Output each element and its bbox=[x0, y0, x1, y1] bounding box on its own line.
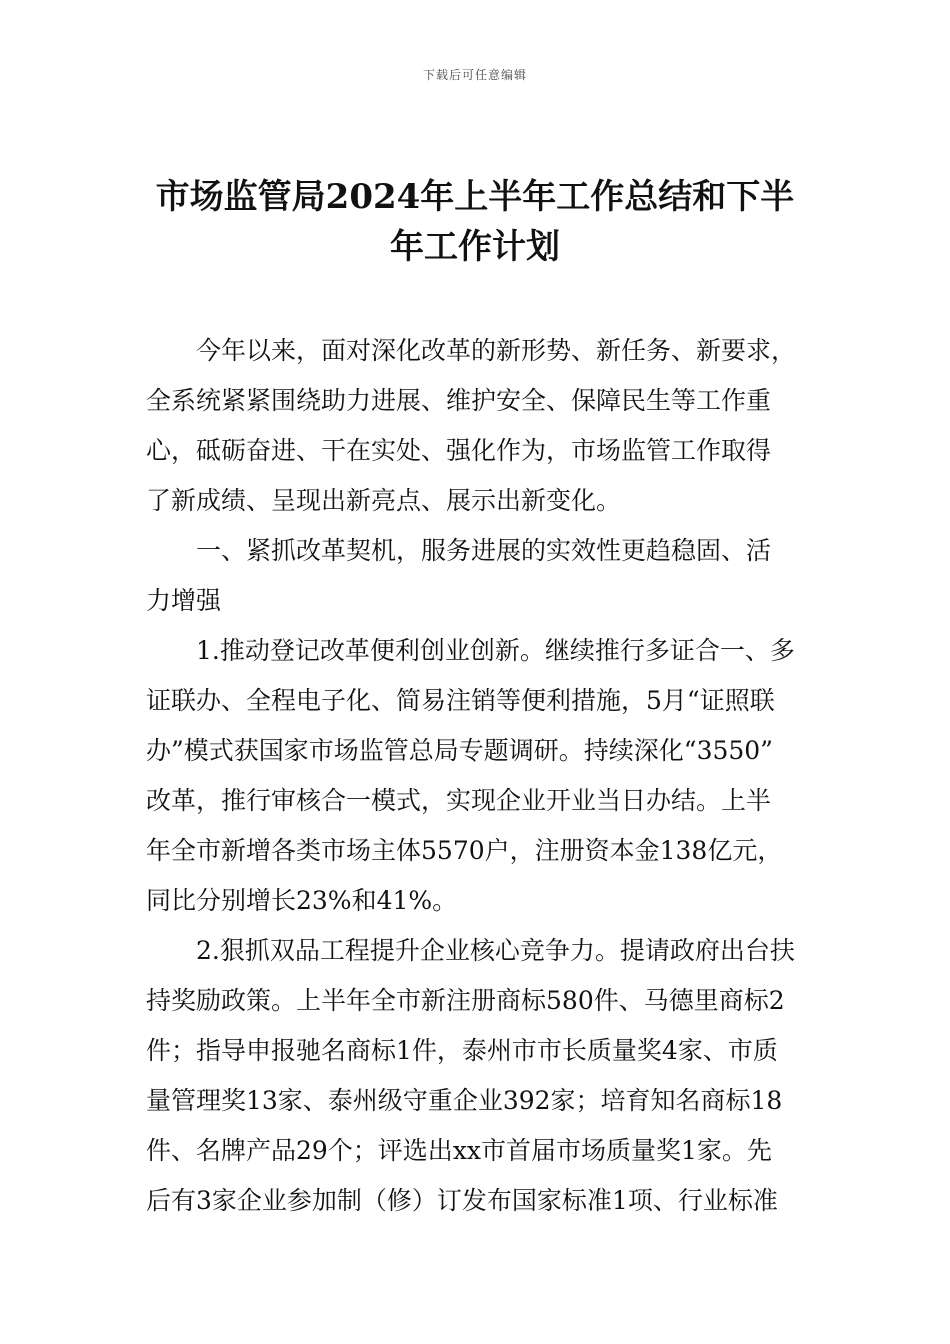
paragraph-line: 今年以来，面对深化改革的新形势、新任务、新要求， bbox=[196, 336, 797, 365]
paragraph-line: 一、紧抓改革契机，服务进展的实效性更趋稳固、活 bbox=[196, 536, 772, 565]
paragraph-intro bbox=[146, 326, 810, 526]
paragraph-line: 力增强 bbox=[146, 586, 222, 615]
paragraph-line: 改革，推行审核合一模式，实现企业开业当日办结。上半 bbox=[146, 786, 772, 815]
paragraph-line: 1.推动登记改革便利创业创新。继续推行多证合一、多 bbox=[196, 636, 795, 665]
paragraph-line: 年全市新增各类市场主体5570户，注册资本金138亿元， bbox=[146, 836, 783, 865]
title-line-2: 年工作计划 bbox=[390, 227, 560, 267]
document-body bbox=[146, 326, 810, 1226]
paragraph-line: 量管理奖13家、泰州级守重企业392家；培育知名商标18 bbox=[146, 1086, 783, 1115]
paragraph-line: 件、名牌产品29个；评选出xx市首届市场质量奖1家。先 bbox=[146, 1136, 772, 1165]
paragraph-item-2 bbox=[146, 926, 810, 1226]
paragraph-line: 件；指导申报驰名商标1件，泰州市市长质量奖4家、市质 bbox=[146, 1036, 778, 1065]
paragraph-line: 心，砥砺奋进、干在实处、强化作为，市场监管工作取得 bbox=[146, 436, 772, 465]
title-line-1: 市场监管局2024年上半年工作总结和下半 bbox=[155, 177, 795, 217]
paragraph-line: 全系统紧紧围绕助力进展、维护安全、保障民生等工作重 bbox=[146, 386, 772, 415]
paragraph-line: 2.狠抓双品工程提升企业核心竞争力。提请政府出台扶 bbox=[196, 936, 795, 965]
paragraph-line: 了新成绩、呈现出新亮点、展示出新变化。 bbox=[146, 486, 622, 515]
paragraph-item-1 bbox=[146, 626, 810, 926]
paragraph-line: 后有3家企业参加制（修）订发布国家标准1项、行业标准 bbox=[146, 1186, 778, 1215]
document-title bbox=[100, 172, 850, 272]
paragraph-line: 办”模式获国家市场监管总局专题调研。持续深化“3550” bbox=[146, 736, 773, 765]
header-note: 下载后可任意编辑 bbox=[422, 68, 527, 82]
paragraph-line: 证联办、全程电子化、简易注销等便利措施，5月“证照联 bbox=[146, 686, 775, 715]
paragraph-line: 持奖励政策。上半年全市新注册商标580件、马德里商标2 bbox=[146, 986, 785, 1015]
section-heading-1 bbox=[146, 526, 810, 626]
paragraph-line: 同比分别增长23%和41%。 bbox=[146, 886, 458, 915]
